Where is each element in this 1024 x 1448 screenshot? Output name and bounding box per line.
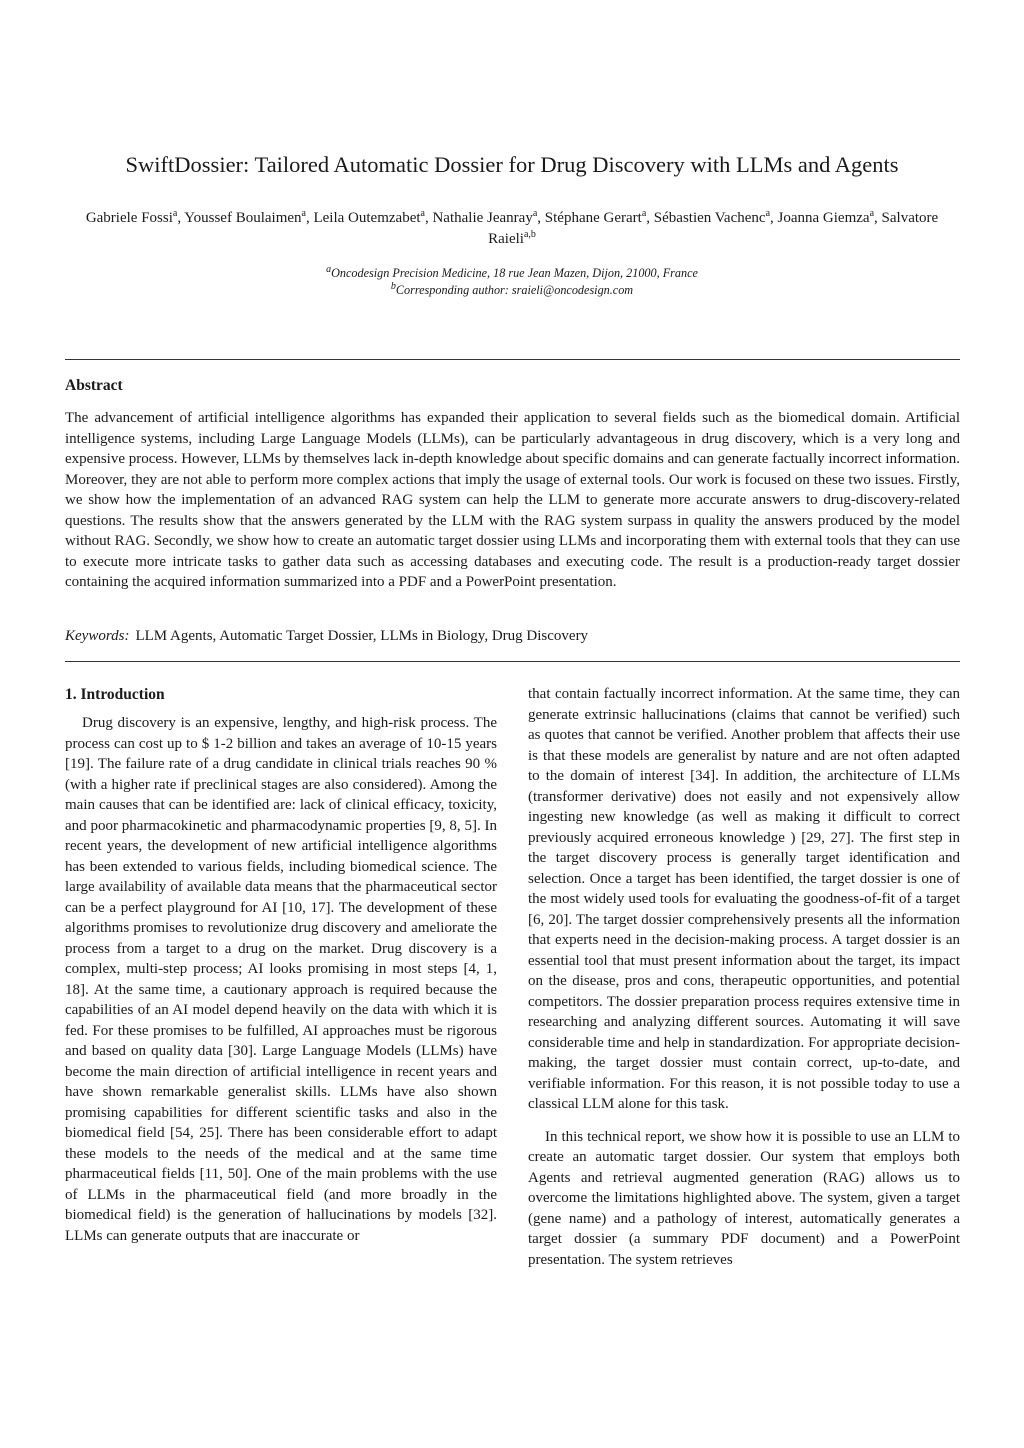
author: Gabriele Fossi$^a$, [85,208,185,226]
section-heading: 1. Introduction [65,686,165,703]
abstract-heading: Abstract [65,377,123,394]
body-paragraph: Drug discovery is an expensive, lengthy, and high-risk process. The process can cost up to $ 1-2 billion and takes an average of 10-15 years [19]. The failure rate of a drug candidate in clinical trials reaches 90 % (with a higher rate if preclinical stages are also considered). Among the main causes that can be identified are: lack of clinical efficacy, toxicity, and poor pharmacokinetic and pharmacodynamic properties [9, 8, 5]. In recent years, the development of new artificial intelligence algorithms has been extended to various fields, including biomedical science. The large availability of available data means that the pharmaceutical sector can be a perfect playground for AI [10, 17]. The development of these algorithms promises to revolutionize drug discovery and ameliorate the process from a target to a drug on the market. Drug discovery is a complex, multi-step process; AI looks promising in most steps [4, 1, 18]. At the same time, a cautionary approach is required because the capabilities of an AI model depend heavily on the data with which it is fed. For these promises to be fulfilled, AI approaches must be rigorous and based on quality data [30]. Large Language Models (LLMs) have become the main direction of artificial intelligence in recent years and have shown remarkable generalist skills. LLMs have also shown promising capabilities for different scientific tasks and also in the biomedical field [54, 25]. There has been considerable effort to adapt these models to the needs of the medical and at the same time pharmaceutical fields [11, 50]. One of the main problems with the use of LLMs in the pharmaceutical field (and more broadly in the biomedical field) is the generation of hallucinations by models [32]. LLMs can generate outputs that are inaccurate or [65,715,497,1244]
author: Nathalie Jeanray$^a$, [432,208,545,226]
column-right [528,684,960,1270]
keywords [65,626,960,646]
body-paragraph: In this technical report, we show how it is possible to use an LLM to create an automatic target dossier. Our system that employs both Agents and retrieval augmented generation (RAG) allows us to overcome the limitations highlighted above. The system, given a target (gene name) and a pathology of interest, automatically generates a target dossier (a summary PDF document) and a PowerPoint presentation. The system retrieves [528,1128,960,1268]
bottom-divider [65,661,960,662]
author: Stéphane Gerart$^a$, [544,208,654,226]
author: Joanna Giemza$^a$, [777,208,882,226]
column-left [65,685,497,1246]
top-divider [65,359,960,360]
keywords-label: Keywords: [65,628,130,644]
author-list [70,208,954,249]
body-paragraph: that contain factually incorrect information. At the same time, they can generate extrinsic hallucinations (claims that cannot be verified) such as quotes that cannot be verified. Another problem that affects their use is that these models are generalist by nature and are not often adapted to the domain of interest [34]. In addition, the architecture of LLMs (transformer derivative) does not easily and not expensively allow ingesting new knowledge (as well as making it difficult to correct previously acquired erroneous knowledge ) [29, 27]. The first step in the target discovery process is generally target identification and selection. Once a target has been identified, the target dossier is one of the most widely used tools for evaluating the goodness-of-fit of a target [6, 20]. The target dossier comprehensively presents all the information that experts need in the decision-making process. A target dossier is an essential tool that must present information about the target, its impact on the disease, pros and cons, therapeutic opportunities, and potential competitors. The dossier preparation process requires extensive time in researching and analyzing different sources. Automating it will save considerable time and help in standardization. For appropriate decision-making, the target dossier must contain correct, up-to-date, and verifiable information. For this reason, it is not possible today to use a classical LLM alone for this task. [528,686,960,1112]
paper-title: SwiftDossier: Tailored Automatic Dossier for Drug Discovery with LLMs and Agents [125,152,899,177]
keywords-text: LLM Agents, Automatic Target Dossier, LLMs in Biology, Drug Discovery [135,628,589,644]
author: Salvatore Raieli$^{a,b}$ [488,210,939,247]
author: Leila Outemzabet$^a$, [313,208,433,226]
author: Sébastien Vachenc$^a$, [653,208,778,226]
abstract-text: The advancement of artificial intelligence algorithms has expanded their application to several fields such as the biomedical domain. Artificial intelligence systems, including Large Language Models (LLMs), can be particularly advantageous in drug discovery, which is a very long and expensive process. However, LLMs by themselves lack in-depth knowledge about specific domains and can generate factually incorrect information. Moreover, they are not able to perform more complex actions that imply the usage of external tools. Our work is focused on these two issues. Firstly, we show how the implementation of an advanced RAG system can help the LLM to generate more accurate answers to drug-discovery-related questions. The results show that the answers generated by the LLM with the RAG system surpass in quality the answers produced by the model without RAG. Secondly, we show how to create an automatic target dossier using LLMs and incorporating them with external tools that they can use to execute more intricate tasks to gather data such as accessing databases and executing code. The result is a production-ready target dossier containing the acquired information summarized into a PDF and a PowerPoint presentation. [65,410,960,590]
affiliation: $^a$Oncodesign Precision Medicine, 18 rue Jean Mazen, Dijon, 21000, France [326,263,698,280]
affiliation: $^b$Corresponding author: sraieli@oncodesign.com [390,280,634,297]
affiliations [70,265,954,299]
author: Youssef Boulaimen$^a$, [184,208,314,226]
